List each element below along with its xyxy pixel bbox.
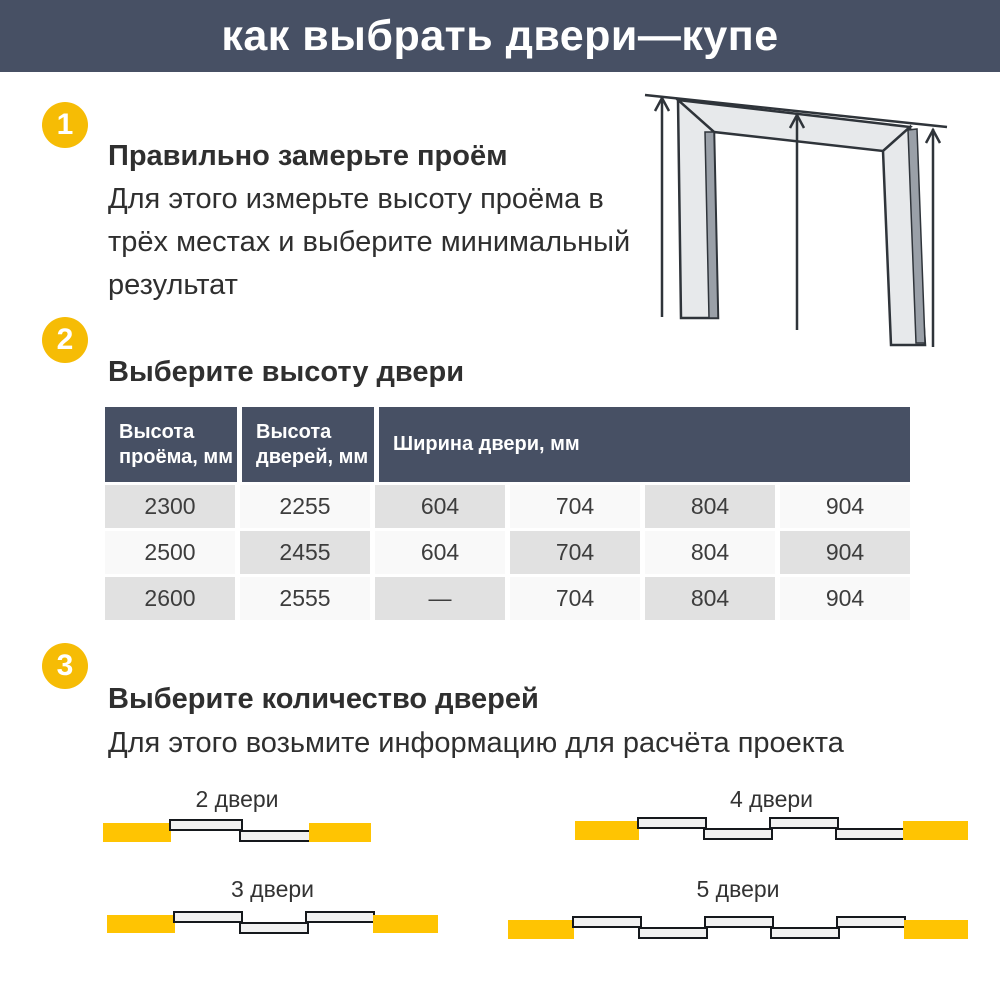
table-cell: 2500: [105, 531, 235, 574]
door-height-table: [105, 407, 910, 620]
wall-segment: [575, 821, 639, 840]
page-title: как выбрать двери—купе: [221, 11, 779, 60]
column-header-door-width: Ширина двери, мм: [379, 407, 910, 482]
table-cell: 604: [375, 485, 505, 528]
door-panel: [239, 830, 313, 842]
table-cell: 604: [375, 531, 505, 574]
table-cell: 2300: [105, 485, 235, 528]
step-3-heading: Выберите количество дверей: [108, 683, 539, 715]
table-cell: 704: [510, 531, 640, 574]
doorway-measurement-illustration: [640, 85, 960, 355]
door-panel: [173, 911, 243, 923]
column-header-opening-height: Высота проёма, мм: [105, 407, 237, 482]
table-cell: 704: [510, 577, 640, 620]
door-panel: [638, 927, 708, 939]
door-panel: [704, 916, 774, 928]
measure-arrow-right: [926, 129, 940, 347]
table-cell: 904: [780, 485, 910, 528]
table-cell: 804: [645, 485, 775, 528]
door-panel: [305, 911, 375, 923]
measure-arrow-center: [790, 114, 804, 330]
door-panel: [769, 817, 839, 829]
wall-segment: [309, 823, 371, 842]
diagram-4-doors-label: 4 двери: [730, 786, 813, 812]
header-bar: [0, 0, 1000, 72]
step-1-number: 1: [56, 108, 74, 141]
table-cell: 2455: [240, 531, 370, 574]
step-3-body: Для этого возьмите информацию для расчёта проекта: [108, 727, 844, 759]
table-cell: 904: [780, 531, 910, 574]
diagram-2-doors-label: 2 двери: [195, 786, 279, 812]
step-1-heading: Правильно замерьте проём: [108, 140, 508, 172]
diagram-3-doors: [107, 911, 438, 938]
door-panel: [239, 922, 309, 934]
step-3-badge: [42, 643, 88, 689]
diagram-5-doors-label: 5 двери: [696, 876, 780, 902]
table-cell: 704: [510, 485, 640, 528]
door-panel: [572, 916, 642, 928]
table-header-row: [105, 407, 910, 482]
door-panel: [836, 916, 906, 928]
wall-segment: [103, 823, 171, 842]
diagram-5-doors: [508, 916, 968, 943]
diagram-4-doors: [575, 817, 968, 844]
wall-segment: [903, 821, 968, 840]
wall-segment: [107, 915, 175, 933]
wall-segment: [904, 920, 968, 939]
door-panel: [169, 819, 243, 831]
step-1-badge: [42, 102, 88, 148]
column-header-door-height: Высота дверей, мм: [242, 407, 374, 482]
step-2-heading: Выберите высоту двери: [108, 356, 465, 388]
step-2-badge: [42, 317, 88, 363]
table-cell: 2600: [105, 577, 235, 620]
table-cell: 904: [780, 577, 910, 620]
wall-segment: [373, 915, 438, 933]
table-cell: 2255: [240, 485, 370, 528]
table-body: [105, 485, 910, 620]
table-cell: —: [375, 577, 505, 620]
table-cell: 804: [645, 577, 775, 620]
measure-arrow-left: [655, 97, 669, 317]
diagram-2-doors: [103, 819, 371, 846]
door-panel: [770, 927, 840, 939]
door-panel: [637, 817, 707, 829]
door-panel: [835, 828, 905, 840]
step-3-number: 3: [56, 649, 74, 682]
diagram-3-doors-label: 3 двери: [231, 876, 314, 902]
wall-segment: [508, 920, 574, 939]
door-panel: [703, 828, 773, 840]
table-cell: 2555: [240, 577, 370, 620]
step-2-number: 2: [56, 323, 74, 356]
table-cell: 804: [645, 531, 775, 574]
step-1-body: Для этого измерьте высоту проёма в трёх местах и выберите минимальный результат: [108, 183, 631, 301]
